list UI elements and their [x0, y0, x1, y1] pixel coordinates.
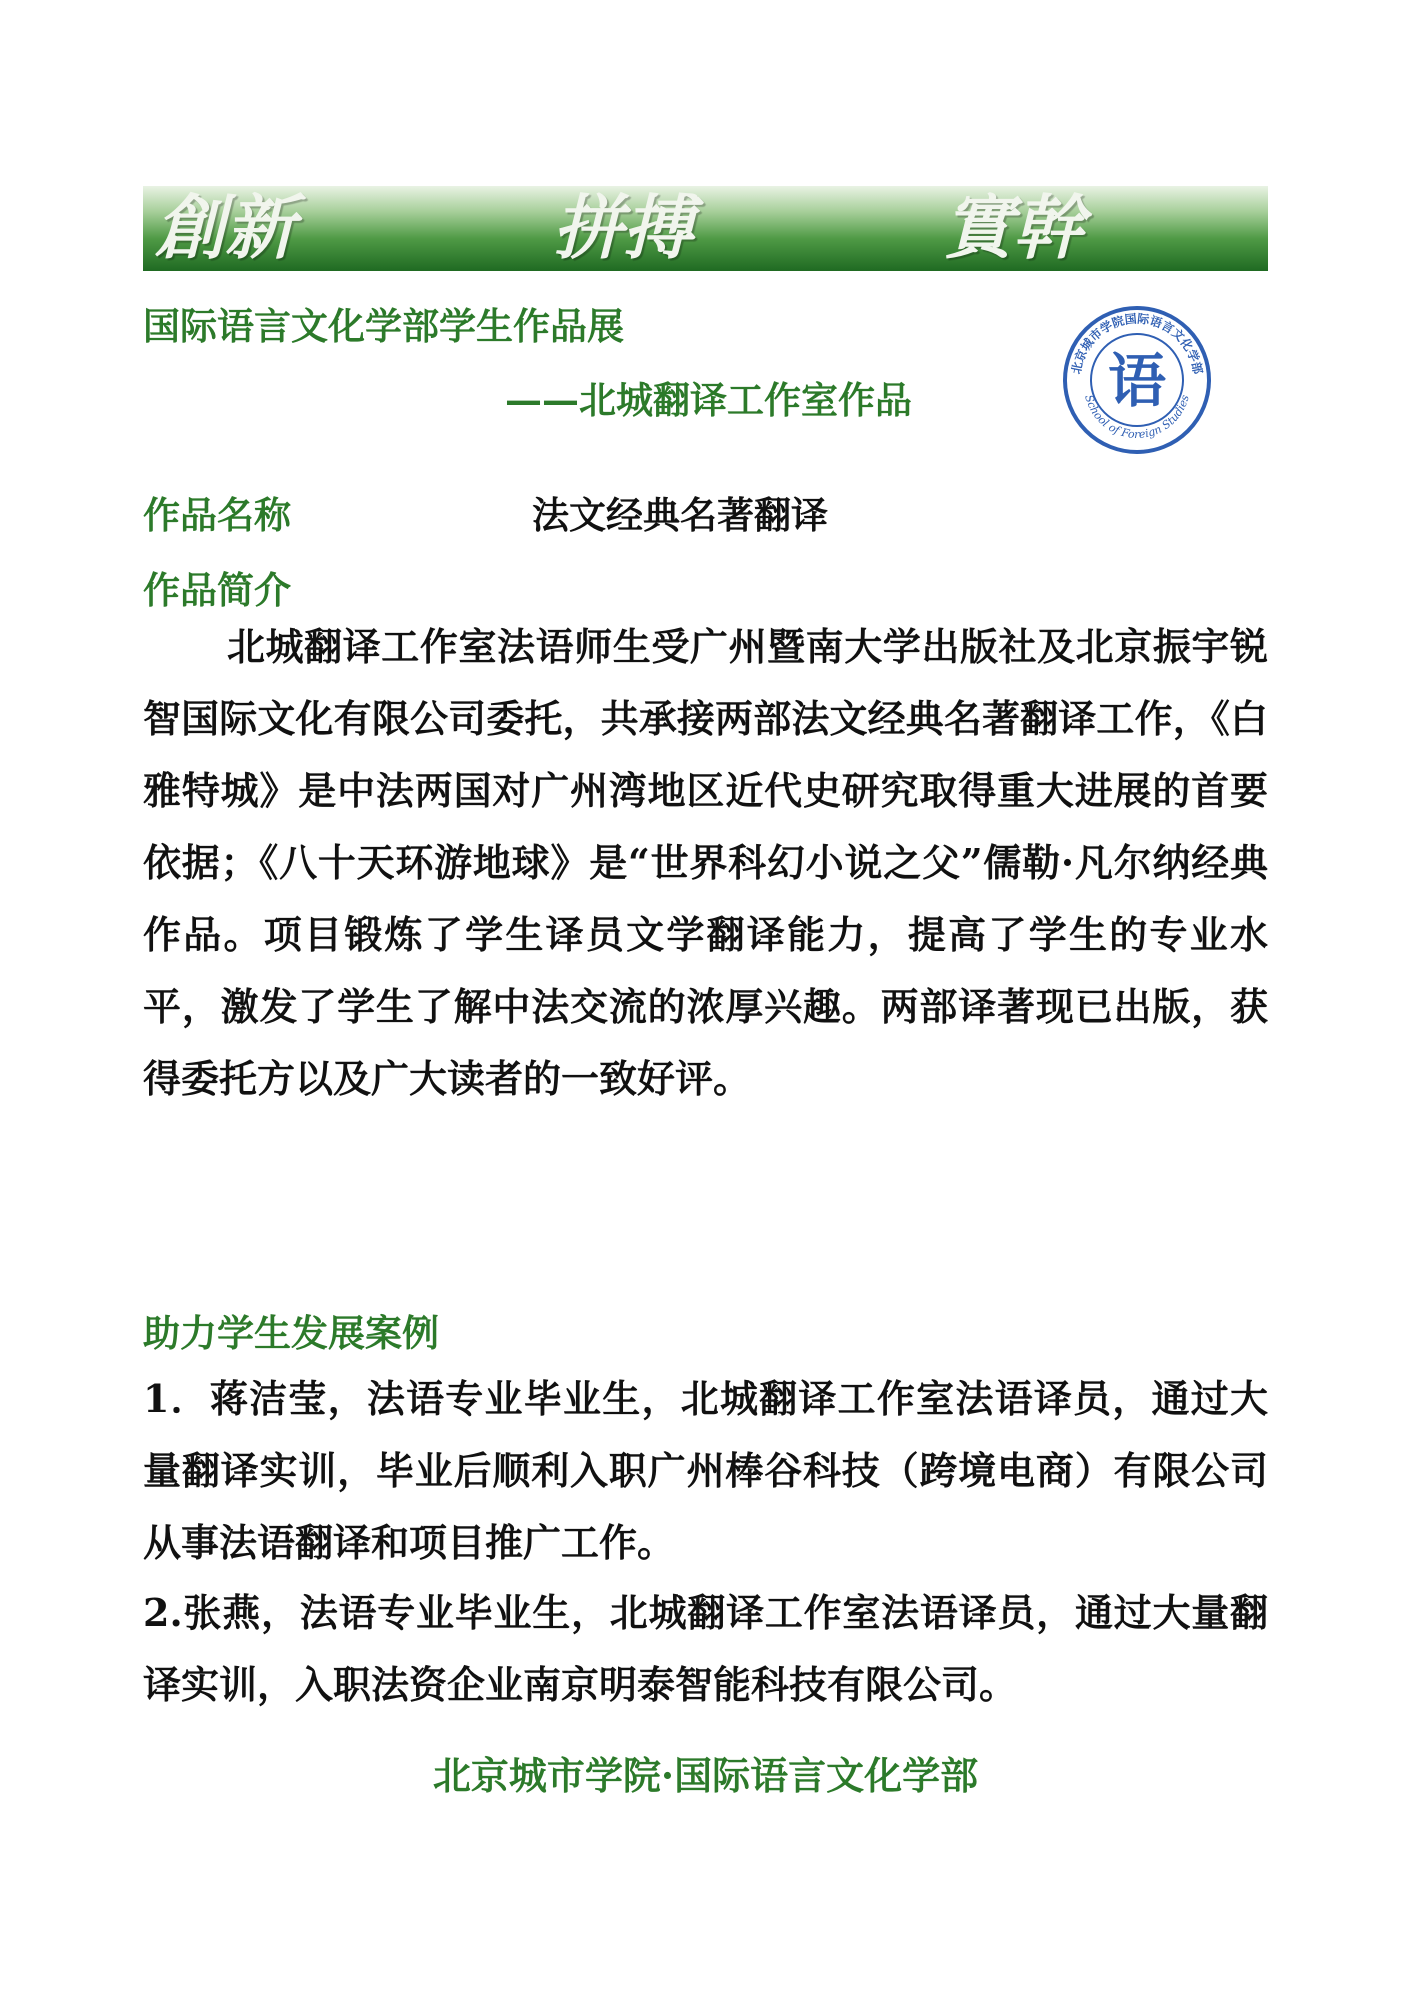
case-item-2: 2.张燕，法语专业毕业生，北城翻译工作室法语译员，通过大量翻译实训，入职法资企业南京明泰智能科技有限公司。	[143, 1590, 1268, 1707]
case-item-1: 1．蒋洁莹，法语专业毕业生，北城翻译工作室法语译员，通过大量翻译实训，毕业后顺利入职广州棒谷科技（跨境电商）有限公司从事法语翻译和项目推广工作。	[143, 1376, 1268, 1565]
banner-word-striving: 拼搏	[553, 186, 693, 269]
page-subtitle: ——北城翻译工作室作品	[505, 378, 912, 422]
banner-slogan	[143, 188, 1268, 268]
cases-label: 助力学生发展案例	[143, 1311, 439, 1355]
header-banner	[143, 186, 1268, 271]
school-logo	[1062, 305, 1212, 455]
banner-word-innovation: 創新	[155, 186, 295, 269]
logo-ring-text-cn: 北京城市学院国际语言文化学部	[1069, 311, 1205, 376]
footer-institution: 北京城市学院·国际语言文化学部	[432, 1753, 979, 1798]
banner-word-practical: 實幹	[943, 186, 1083, 269]
work-intro-text: 北城翻译工作室法语师生受广州暨南大学出版社及北京振宇锐智国际文化有限公司委托，共承接两部法文经典名著翻译工作，《白雅特城》是中法两国对广州湾地区近代史研究取得重大进展的首要依据；《八十天环游地球》是“世界科幻小说之父”儒勒·凡尔纳经典作品。项目锻炼了学生译员文学翻译能力，提高了学生的专业水平，激发了学生了解中法交流的浓厚兴趣。两部译著现已出版，获得委托方以及广大读者的一致好评。	[143, 624, 1268, 1101]
work-name-value: 法文经典名著翻译	[532, 493, 828, 537]
work-intro-label: 作品简介	[143, 568, 291, 612]
logo-ring-text-en: School of Foreign Studies	[1082, 393, 1192, 442]
logo-glyph: 语	[1107, 347, 1167, 415]
work-name-label: 作品名称	[143, 493, 291, 537]
page-title: 国际语言文化学部学生作品展	[143, 304, 624, 348]
